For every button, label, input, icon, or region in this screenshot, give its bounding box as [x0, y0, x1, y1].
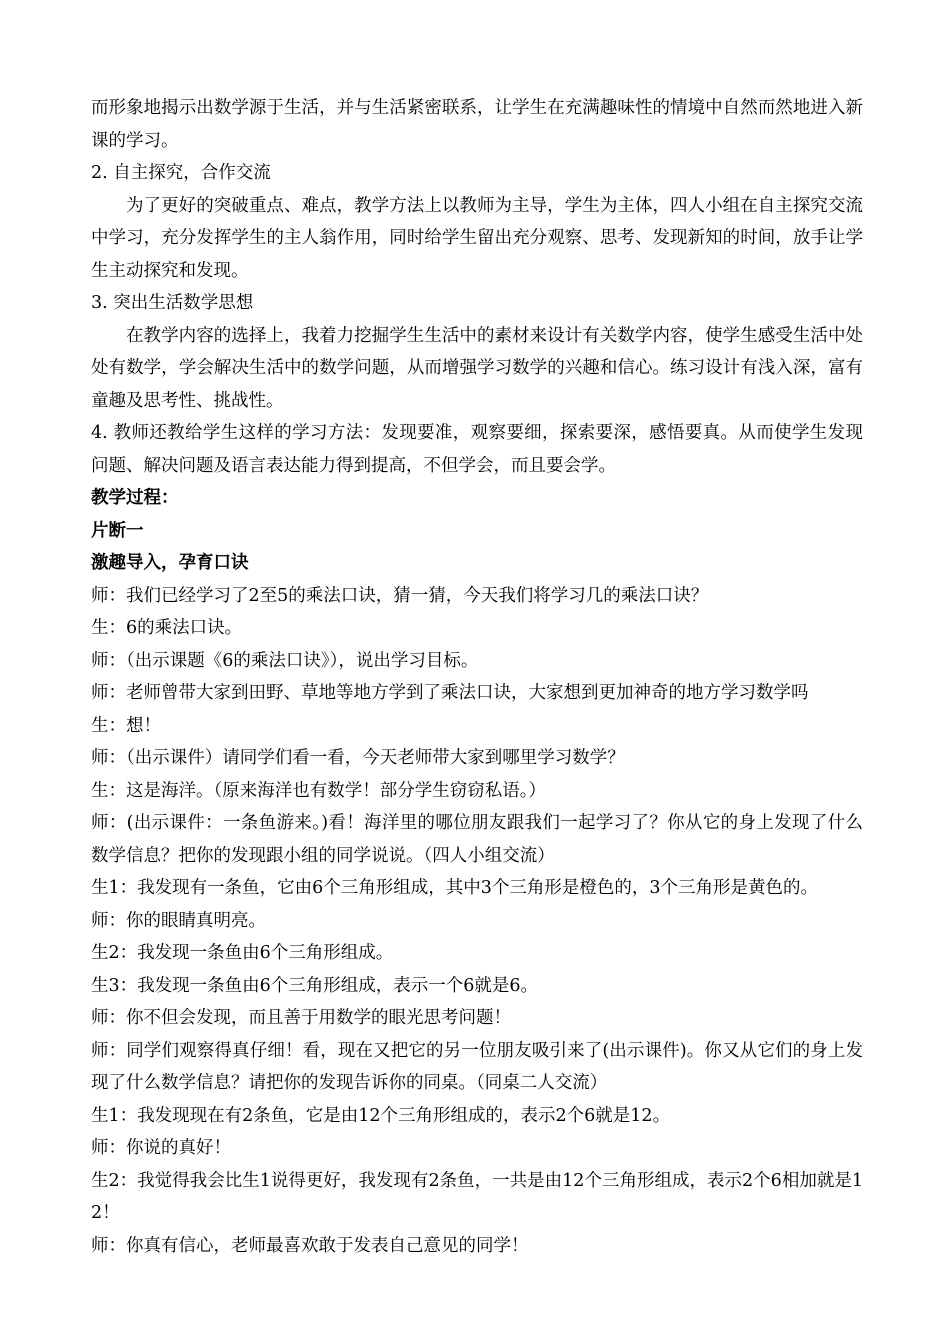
dialogue-line: 生2：我觉得我会比生1说得更好，我发现有2条鱼，一共是由12个三角形组成，表示2个6相加就是12！ — [91, 1170, 863, 1223]
paragraph-self-exploration: 为了更好的突破重点、难点，教学方法上以教师为主导，学生为主体，四人小组在自主探究交流中学习，充分发挥学生的主人翁作用，同时给学生留出充分观察、思考、发现新知的时间，放手让学生主动探究和发现。 — [91, 195, 863, 281]
heading-life-math: 3. 突出生活数学思想 — [91, 293, 254, 313]
paragraph-learning-method: 4. 教师还教给学生这样的学习方法：发现要准，观察要细，探索要深，感悟要真。从而使学生发现问题、解决问题及语言表达能力得到提高，不但学会，而且要会学。 — [91, 423, 863, 476]
dialogue-line: 生2：我发现一条鱼由6个三角形组成。 — [91, 943, 394, 963]
dialogue-line: 生：这是海洋。（原来海洋也有数学！部分学生窃窃私语。） — [91, 780, 546, 801]
dialogue-line: 师：（出示课件）请同学们看一看，今天老师带大家到哪里学习数学？ — [91, 748, 625, 768]
dialogue-line: 师：你说的真好！ — [91, 1138, 231, 1158]
heading-self-exploration: 2. 自主探究，合作交流 — [91, 163, 271, 183]
heading-introduction: 激趣导入，孕育口诀 — [91, 553, 249, 573]
dialogue-line: 师：老师曾带大家到田野、草地等地方学到了乘法口诀，大家想到更加神奇的地方学习数学吗 — [91, 683, 809, 703]
heading-segment-one: 片断一 — [91, 520, 144, 541]
document-page — [91, 92, 863, 1262]
dialogue-line: 师：（出示课题《6的乘法口诀》），说出学习目标。 — [91, 650, 479, 671]
dialogue-line: 师：你的眼睛真明亮。 — [91, 910, 266, 931]
paragraph-life-math: 在教学内容的选择上，我着力挖掘学生生活中的素材来设计有关数学内容，使学生感受生活中处处有数学，学会解决生活中的数学问题，从而增强学习数学的兴趣和信心。练习设计有浅入深，富有童趣及思考性、挑战性。 — [91, 325, 863, 411]
dialogue-line: 生：6的乘法口诀。 — [91, 618, 243, 638]
dialogue-line: 生：想！ — [91, 715, 161, 736]
dialogue-line: 生3：我发现一条鱼由6个三角形组成，表示一个6就是6。 — [91, 975, 539, 996]
dialogue-line: 师：(出示课件：一条鱼游来。)看！海洋里的哪位朋友跟我们一起学习了？你从它的身上发现了什么数学信息？把你的发现跟小组的同学说说。（四人小组交流） — [91, 813, 863, 866]
dialogue-line: 师：我们已经学习了2至5的乘法口诀，猜一猜，今天我们将学习几的乘法口诀？ — [91, 585, 709, 606]
dialogue-line: 师：你真有信心，老师最喜欢敢于发表自己意见的同学！ — [91, 1235, 529, 1256]
dialogue-line: 师：同学们观察得真仔细！看，现在又把它的另一位朋友吸引来了(出示课件)。你又从它们的身上发现了什么数学信息？请把你的发现告诉你的同桌。（同桌二人交流） — [91, 1040, 863, 1093]
dialogue-line: 师：你不但会发现，而且善于用数学的眼光思考问题！ — [91, 1008, 511, 1028]
paragraph-intro-end: 而形象地揭示出数学源于生活，并与生活紧密联系，让学生在充满趣味性的情境中自然而然地进入新课的学习。 — [91, 98, 863, 151]
dialogue-line: 生1：我发现有一条鱼，它由6个三角形组成，其中3个三角形是橙色的，3个三角形是黄色的。 — [91, 878, 819, 898]
heading-teaching-process: 教学过程： — [91, 488, 179, 508]
dialogue-line: 生1：我发现现在有2条鱼，它是由12个三角形组成的，表示2个6就是12。 — [91, 1105, 671, 1126]
